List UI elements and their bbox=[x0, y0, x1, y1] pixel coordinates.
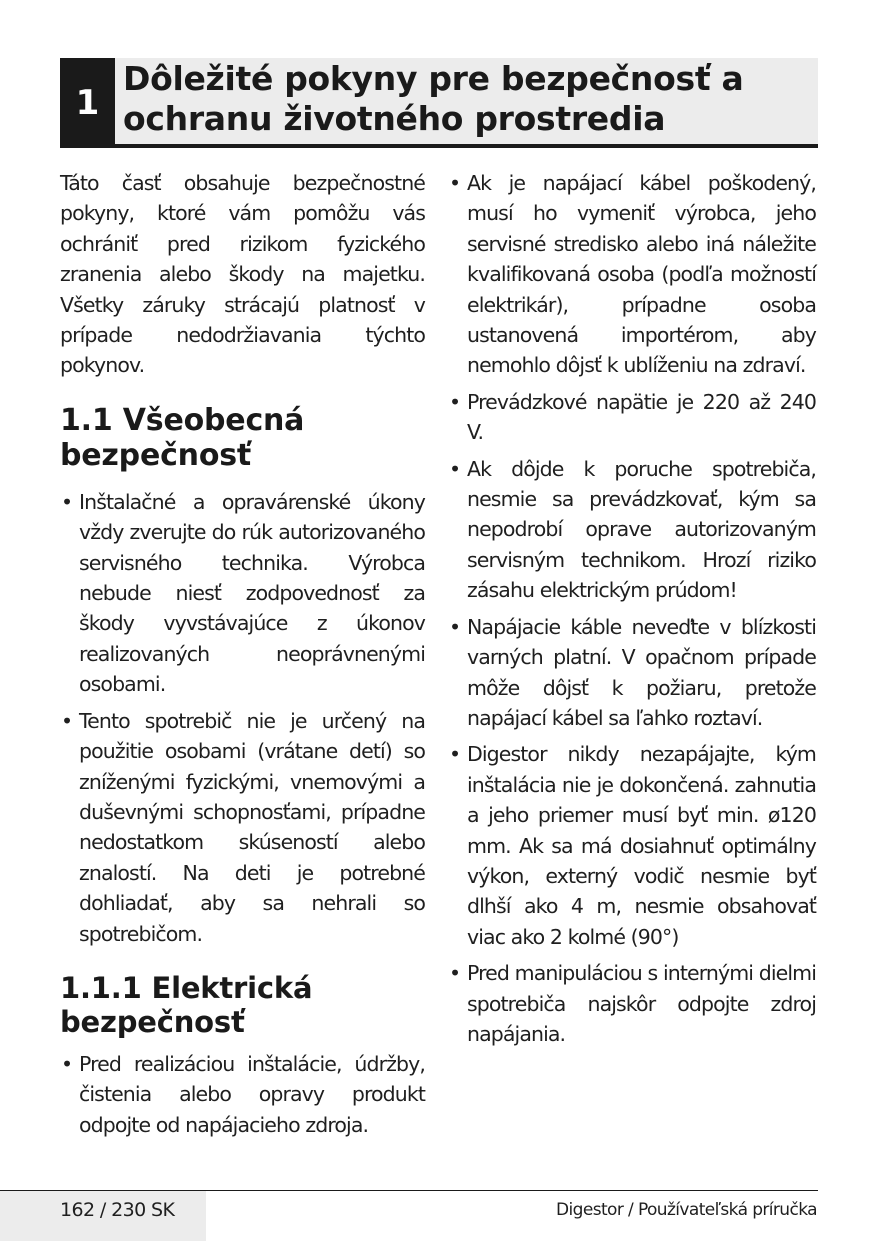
footer-document-title: Digestor / Používateľská príručka bbox=[556, 1200, 817, 1220]
chapter-title-bar bbox=[115, 58, 818, 148]
list-item-text: Prevádzkové napätie je 220 až 240 V. bbox=[467, 389, 816, 445]
section-heading-electrical-safety bbox=[60, 971, 425, 1039]
page-number: 162 / 230 SK bbox=[60, 1199, 175, 1221]
list-item-text: Ak dôjde k poruche spotrebiča, nesmie sa prevádzkovať, kým sa nepodrobí oprave autorizovaným servisným technikom. Hrozí riziko zásahu elektrickým prúdom! bbox=[467, 456, 816, 603]
general-safety-list bbox=[60, 487, 425, 949]
list-item-text: Pred realizáciou inštalácie, údržby, čistenia alebo opravy produkt odpojte od napájacieho zdroja. bbox=[79, 1051, 425, 1137]
bullet-icon: • bbox=[449, 456, 461, 481]
bullet-icon: • bbox=[449, 389, 461, 414]
bullet-icon: • bbox=[449, 171, 461, 195]
chapter-title-line-1: Dôležité pokyny pre bezpečnosť a bbox=[123, 59, 744, 98]
bullet-icon: • bbox=[449, 614, 461, 639]
list-item bbox=[448, 168, 816, 381]
right-column bbox=[448, 168, 816, 1055]
bullet-icon: • bbox=[61, 1051, 73, 1076]
chapter-title bbox=[123, 59, 743, 139]
chapter-number-badge bbox=[60, 58, 115, 148]
chapter-header bbox=[60, 58, 818, 148]
list-item-text: Digestor nikdy nezapájajte, kým inštalácia nie je dokončená. zahnutia a jeho priemer musí byť min. ø120 mm. Ak sa má dosiahnuť optimálny výkon, externý vodič nesmie byť dlhší ako 4 m, nesmie obsahovať viac ako 2 kolmé (90°) bbox=[467, 742, 816, 949]
electrical-safety-list-continued bbox=[448, 168, 816, 1049]
list-item-text: Napájacie káble neveďte v blízkosti varných platní. V opačnom prípade môže dôjsť k požiaru, pretože napájací kábel sa ľahko roztaví. bbox=[467, 614, 816, 730]
footer-page-tab bbox=[0, 1191, 206, 1241]
section-heading-line-1: 1.1 Všeobecná bbox=[60, 402, 305, 438]
list-item bbox=[60, 1049, 425, 1140]
left-column bbox=[60, 168, 425, 1146]
list-item-text: Ak je napájací kábel poškodený, musí ho vymeniť výrobca, jeho servisné stredisko alebo iná náležite kvalifikovaná osoba (podľa možností elektrikár), prípadne osoba ustanovená importérom, aby nemohlo dôjsť k ublíženiu na zdraví. bbox=[467, 171, 816, 378]
list-item-text: Pred manipuláciou s internými dielmi spotrebiča najskôr odpojte zdroj napájania. bbox=[467, 961, 816, 1046]
bullet-icon: • bbox=[61, 489, 73, 514]
list-item-text: Inštalačné a opravárenské úkony vždy zverujte do rúk autorizovaného servisného technika. Výrobca nebude niesť zodpovednosť za škody vyvstávajúce z úkonov realizovaných neoprávnenými osobami. bbox=[79, 489, 425, 697]
bullet-icon: • bbox=[61, 708, 73, 733]
bullet-icon: • bbox=[449, 961, 461, 986]
electrical-safety-list bbox=[60, 1049, 425, 1140]
section-heading-line-1: 1.1.1 Elektrická bbox=[60, 970, 313, 1005]
chapter-number: 1 bbox=[75, 83, 100, 123]
list-item bbox=[60, 706, 425, 949]
section-heading-line-2: bezpečnosť bbox=[60, 1004, 245, 1039]
section-heading-line-2: bezpečnosť bbox=[60, 437, 252, 473]
list-item bbox=[448, 958, 816, 1049]
list-item bbox=[60, 487, 425, 700]
bullet-icon: • bbox=[449, 742, 461, 767]
list-item bbox=[448, 612, 816, 734]
chapter-title-line-2: ochranu životného prostredia bbox=[123, 99, 666, 138]
list-item bbox=[448, 387, 816, 448]
list-item bbox=[448, 739, 816, 952]
list-item bbox=[448, 454, 816, 606]
section-heading-general-safety bbox=[60, 403, 425, 473]
list-item-text: Tento spotrebič nie je určený na použitie osobami (vrátane detí) so zníženými fyzickými, vnemovými a duševnými schopnosťami, prípadne nedostatkom skúseností alebo znalostí. Na deti je potrebné dohliadať, aby sa nehrali so spotrebičom. bbox=[79, 708, 425, 946]
intro-paragraph: Táto časť obsahuje bezpečnostné pokyny, ktoré vám pomôžu vás ochrániť pred rizikom fyzického zranenia alebo škody na majetku. Všetky záruky strácajú platnosť v prípade nedodržiavania týchto pokynov. bbox=[60, 171, 425, 378]
